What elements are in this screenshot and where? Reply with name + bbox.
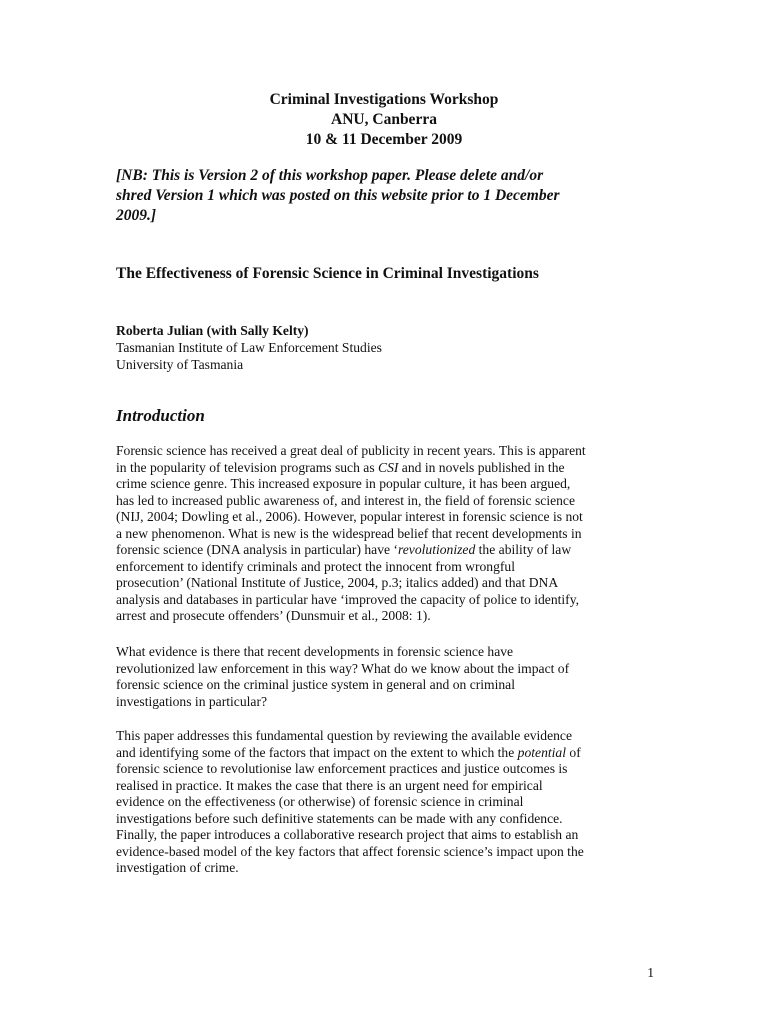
text-line: prosecution’ (National Institute of Justice, 2004, p.3; italics added) and that DNA bbox=[116, 575, 559, 590]
text-line: arrest and prosecute offenders’ (Dunsmuir et al., 2008: 1). bbox=[116, 608, 431, 623]
text-line: and identifying some of the factors that impact on the extent to which the potential of bbox=[116, 744, 581, 760]
author-block bbox=[116, 322, 636, 373]
workshop-title: Criminal Investigations Workshop bbox=[269, 91, 499, 108]
text-line: analysis and databases in particular have ‘improved the capacity of police to identify, bbox=[116, 591, 580, 607]
text-line: Forensic science has received a great deal of publicity in recent years. This is apparent bbox=[116, 443, 586, 458]
text-line: in the popularity of television programs such as CSI and in novels published in the bbox=[116, 459, 565, 475]
text-line: revolutionized law enforcement in this way? What do we know about the impact of bbox=[116, 660, 570, 676]
author-name: Roberta Julian (with Sally Kelty) bbox=[116, 323, 309, 338]
workshop-header bbox=[0, 90, 768, 150]
text-line: investigations before such definitive statements can be made with any confidence. bbox=[116, 810, 563, 826]
text-line: a new phenomenon. What is new is the widespread belief that recent developments in bbox=[116, 525, 582, 541]
text-line: evidence-based model of the key factors that affect forensic science’s impact upon the bbox=[116, 843, 584, 859]
text-line: crime science genre. This increased exposure in popular culture, it has been argued, bbox=[116, 476, 571, 491]
text-line: What evidence is there that recent developments in forensic science have bbox=[116, 644, 514, 659]
emphasis: CSI bbox=[378, 459, 399, 475]
page-number: 1 bbox=[647, 965, 654, 980]
text-line: (NIJ, 2004; Dowling et al., 2006). However, popular interest in forensic science is not bbox=[116, 509, 583, 524]
workshop-dates: 10 & 11 December 2009 bbox=[305, 131, 463, 148]
version-note bbox=[116, 166, 646, 226]
author-university: University of Tasmania bbox=[116, 357, 244, 372]
text-line: has led to increased public awareness of, and interest in, the field of forensic science bbox=[116, 492, 575, 508]
text-line: This paper addresses this fundamental question by reviewing the available evidence bbox=[116, 728, 572, 743]
paper-title: The Effectiveness of Forensic Science in Criminal Investigations bbox=[116, 265, 539, 282]
emphasis: potential bbox=[517, 744, 567, 760]
text-line: investigation of crime. bbox=[116, 860, 239, 875]
text-line: Finally, the paper introduces a collaborative research project that aims to establish an bbox=[116, 827, 579, 842]
author-institute: Tasmanian Institute of Law Enforcement Studies bbox=[116, 340, 382, 355]
paragraph-2 bbox=[116, 644, 656, 710]
emphasis: revolutionized bbox=[397, 542, 476, 557]
version-note-line: shred Version 1 which was posted on this website prior to 1 December bbox=[116, 187, 560, 204]
section-heading: Introduction bbox=[116, 406, 205, 425]
paragraph-3 bbox=[116, 728, 656, 877]
text-line: forensic science (DNA analysis in particular) have ‘revolutionized the ability of law bbox=[116, 542, 572, 557]
text-line: enforcement to identify criminals and protect the innocent from wrongful bbox=[116, 558, 515, 574]
paragraph-1 bbox=[116, 443, 656, 625]
version-note-line: [NB: This is Version 2 of this workshop paper. Please delete and/or bbox=[116, 167, 544, 184]
text-line: evidence on the effectiveness (or otherwise) of forensic science in criminal bbox=[116, 794, 524, 809]
text-line: forensic science on the criminal justice system in general and on criminal bbox=[116, 677, 515, 692]
workshop-location: ANU, Canberra bbox=[331, 111, 437, 128]
text-line: forensic science to revolutionise law enforcement practices and justice outcomes is bbox=[116, 761, 568, 776]
text-line: investigations in particular? bbox=[116, 693, 267, 709]
version-note-line: 2009.] bbox=[116, 207, 157, 224]
text-line: realised in practice. It makes the case that there is an urgent need for empirical bbox=[116, 777, 543, 793]
